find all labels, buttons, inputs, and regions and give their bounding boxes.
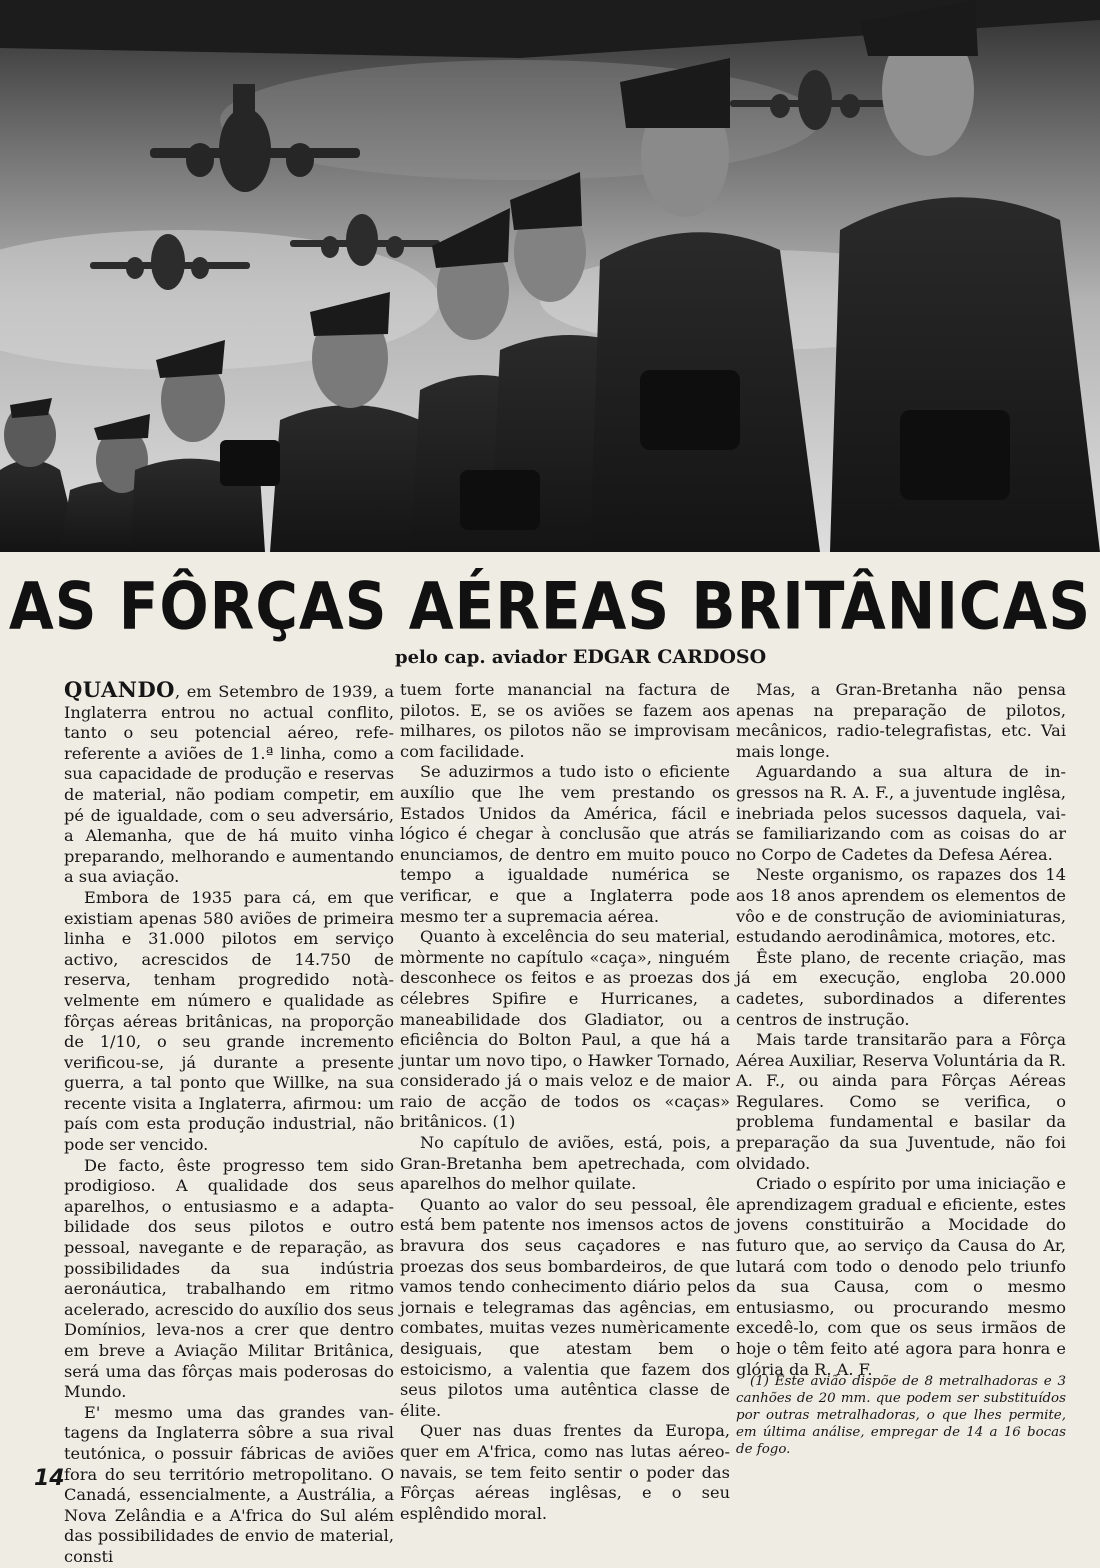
paragraph: Embora de 1935 para cá, em que existiam apenas 580 aviões de primeira linha e 31.000 pilotos em serviço activo, acrescidos de 14.750 de reserva, tenham progredido notàvelmente em número e qualidade as fôrças aéreas britânicas, na proporção de 1/10, o seu grande incremento verificou-se, já durante a presente guerra, a tal ponto que Willke, na sua recente visita a Inglaterra, afirmou: um país com esta produção industrial, não pode ser vencido. <box>64 887 394 1155</box>
byline <box>395 646 766 668</box>
footnote-text: (1) Êste avião dispõe de 8 metralhadoras e 3 canhões de 20 mm. que podem ser substituídos por outras metralhadoras, o que lhes permite, em última análise, empregar de 14 a 16 bocas de fogo. <box>736 1374 1066 1457</box>
paragraph: Quanto ao valor do seu pessoal, êle está bem patente nos imensos actos de bravura dos seus caçadores e nas proezas dos seus bombardeiros, de que vamos tendo conhecimento diário pelos jornais e telegramas das agências, em combates, muitas vezes numèricamente desiguais, que atestam bem o estoicismo, a valentia que fazem dos seus pilotos uma autêntica classe de élite. <box>400 1194 730 1420</box>
article-column-2 <box>400 680 730 1524</box>
paragraph: Aguardando a sua altura de ingressos na R. A. F., a juventude inglêsa, inebriada pelos sucessos daquela, vai-se familiarizando com as coisas do ar no Corpo de Cadetes da Defesa Aérea. <box>736 762 1066 864</box>
paragraph: Quanto à excelência do seu material, mòrmente no capítulo «caça», ninguém desconhece os feitos e as proezas dos célebres Spifire e Hurricanes, a maneabilidade dos Gladiator, ou a eficiência do Bolton Paul, a que há a juntar um novo tipo, o Hawker Tornado, considerado já o mais veloz e de maior raio de acção de todos os «caças» britânicos. (1) <box>400 927 730 1132</box>
article-column-3 <box>736 680 1066 1380</box>
paragraph: Mas, a Gran-Bretanha não pensa apenas na preparação de pilotos, mecânicos, radio-telegrafistas, etc. Vai mais longe. <box>736 680 1066 761</box>
dropcap-word: QUANDO <box>64 677 175 702</box>
paragraph: Quer nas duas frentes da Europa, quer em A'frica, como nas lutas aéreo-navais, se tem feito sentir o poder das Fôrças aéreas inglêsas, e o seu esplêndido moral. <box>400 1421 730 1523</box>
page-number: 14 <box>34 1466 65 1491</box>
paragraph: De facto, êste progresso tem sido prodigioso. A qualidade dos seus aparelhos, o entusiasmo e a adaptabilidade dos seus pilotos e outro pessoal, navegante e de reparação, as possibilidades da sua indústria aeronáutica, trabalhando em ritmo acelerado, acrescido do auxílio dos seus Domínios, leva-nos a crer que dentro em breve a Aviação Militar Britânica, será uma das fôrças mais poderosas do Mundo. <box>64 1155 394 1402</box>
paragraph <box>64 677 394 888</box>
photo-illustration <box>0 0 1100 552</box>
paragraph: Se aduzirmos a tudo isto o eficiente auxílio que lhe vem prestando os Estados Unidos da América, fácil e lógico é chegar à conclusão que atrás enunciamos, de dentro em muito pouco tempo a igualdade numérica se verificar, e que a Inglaterra pode mesmo ter a supremacia aérea. <box>400 762 730 926</box>
footnote <box>736 1373 1066 1458</box>
paragraph: Criado o espírito por uma iniciação e aprendizagem gradual e eficiente, estes jovens constituirão a Mocidade do futuro que, ao serviço da Causa do Ar, lutará com todo o denodo pelo triunfo da sua Causa, com o mesmo entusiasmo, ou procurando mesmo excedê-lo, com que os seus irmãos de hoje o têm feito até agora para honra e glória da R. A. F. <box>736 1174 1066 1379</box>
paragraph: tuem forte manancial na factura de pilotos. E, se os aviões se fazem aos milhares, os pilotos não se improvisam com facilidade. <box>400 680 730 761</box>
paragraph-text: , em Setembro de 1939, a Inglaterra entrou no actual conflito, tanto o seu potencial aéreo, refereferente a aviões de 1.ª linha, como a sua capacidade de produção e reservas de material, não podiam competir, em pé de igualdade, com o seu adversário, a Alemanha, que de há muito vinha preparando, melhorando e aumentando a sua aviação. <box>64 682 394 887</box>
paragraph: Êste plano, de recente criação, mas já em execução, engloba 20.000 cadetes, subordinados a diferentes centros de instrução. <box>736 947 1066 1029</box>
byline-author: EDGAR CARDOSO <box>572 646 767 668</box>
paragraph: E' mesmo uma das grandes vantagens da Inglaterra sôbre a sua rival teutónica, o possuir fábricas de aviões fora do seu território metropolitano. O Canadá, essencialmente, a Austrália, a Nova Zelândia e a A'frica do Sul além das possibilidades de envio de material, consti <box>64 1402 394 1566</box>
byline-prefix: pelo cap. aviador <box>395 647 567 668</box>
hero-photo-raf-airmen <box>0 0 1100 552</box>
article-title: AS FÔRÇAS AÉREAS BRITÂNICAS <box>8 568 1092 645</box>
paragraph: Neste organismo, os rapazes dos 14 aos 18 anos aprendem os elementos de vôo e de construção de aviominiaturas, estudando aerodinâmica, motores, etc. <box>736 865 1066 947</box>
article-column-1 <box>64 677 394 1568</box>
paragraph: Mais tarde transitarão para a Fôrça Aérea Auxiliar, Reserva Voluntária da R. A. F., ou ainda para Fôrças Aéreas Regulares. Como se verifica, o problema fundamental e basilar da preparação da sua Juventude, não foi olvidado. <box>736 1030 1066 1173</box>
paragraph: No capítulo de aviões, está, pois, a Gran-Bretanha bem apetrechada, com aparelhos do melhor quilate. <box>400 1133 730 1194</box>
